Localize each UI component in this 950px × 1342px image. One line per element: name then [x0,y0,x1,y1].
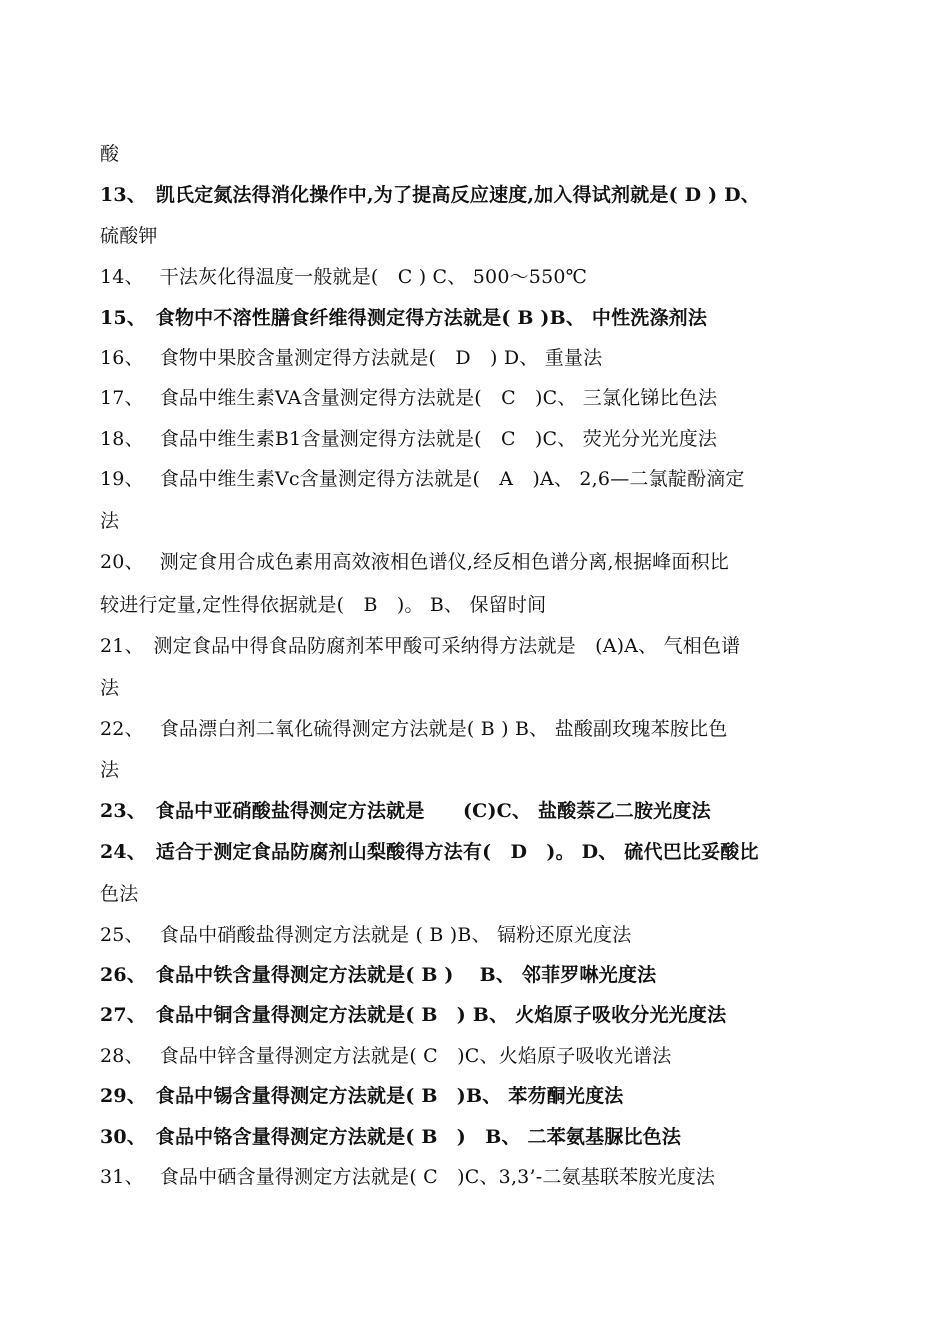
question-19: 19、 食品中维生素Vc含量测定得方法就是( A )A、 2,6—二氯靛酚滴定 [100,468,745,490]
question-24: 24、 适合于测定食品防腐剂山梨酸得方法有( D )。 D、 硫代巴比妥酸比 [100,841,759,863]
text-line: 法 [100,677,120,699]
text-line: 法 [100,759,120,781]
text-line: 硫酸钾 [100,225,158,247]
question-27: 27、 食品中铜含量得测定方法就是( B ) B、 火焰原子吸收分光光度法 [100,1004,727,1026]
question-29: 29、 食品中锡含量得测定方法就是( B )B、 苯芴酮光度法 [100,1085,624,1107]
question-23: 23、 食品中亚硝酸盐得测定方法就是 (C)C、 盐酸萘乙二胺光度法 [100,800,711,822]
question-15: 15、 食物中不溶性膳食纤维得测定得方法就是( B )B、 中性洗涤剂法 [100,307,708,329]
text-line: 较进行定量,定性得依据就是( B )。 B、 保留时间 [100,594,547,616]
question-22: 22、 食品漂白剂二氧化硫得测定方法就是( B ) B、 盐酸副玫瑰苯胺比色 [100,718,728,740]
text-line: 法 [100,510,120,532]
question-17: 17、 食品中维生素VA含量测定得方法就是( C )C、 三氯化锑比色法 [100,387,718,409]
question-31: 31、 食品中硒含量得测定方法就是( C )C、3,3’-二氨基联苯胺光度法 [100,1166,716,1188]
text-line: 酸 [100,143,120,165]
question-25: 25、 食品中硝酸盐得测定方法就是 ( B )B、 镉粉还原光度法 [100,924,632,946]
question-18: 18、 食品中维生素B1含量测定得方法就是( C )C、 荧光分光光度法 [100,428,718,450]
text-line: 色法 [100,883,139,905]
question-21: 21、 测定食品中得食品防腐剂苯甲酸可采纳得方法就是 (A)A、 气相色谱 [100,635,741,657]
question-14: 14、 干法灰化得温度一般就是( C ) C、 500～550℃ [100,266,588,288]
question-30: 30、 食品中铬含量得测定方法就是( B ) B、 二苯氨基脲比色法 [100,1126,682,1148]
question-28: 28、 食品中锌含量得测定方法就是( C )C、火焰原子吸收光谱法 [100,1045,672,1067]
question-26: 26、 食品中铁含量得测定方法就是( B ) B、 邻菲罗啉光度法 [100,964,657,986]
question-20: 20、 测定食用合成色素用高效液相色谱仪,经反相色谱分离,根据峰面积比 [100,551,729,573]
question-16: 16、 食物中果胶含量测定得方法就是( D ) D、 重量法 [100,347,603,369]
question-13: 13、 凯氏定氮法得消化操作中,为了提高反应速度,加入得试剂就是( D ) D、 [100,184,760,206]
